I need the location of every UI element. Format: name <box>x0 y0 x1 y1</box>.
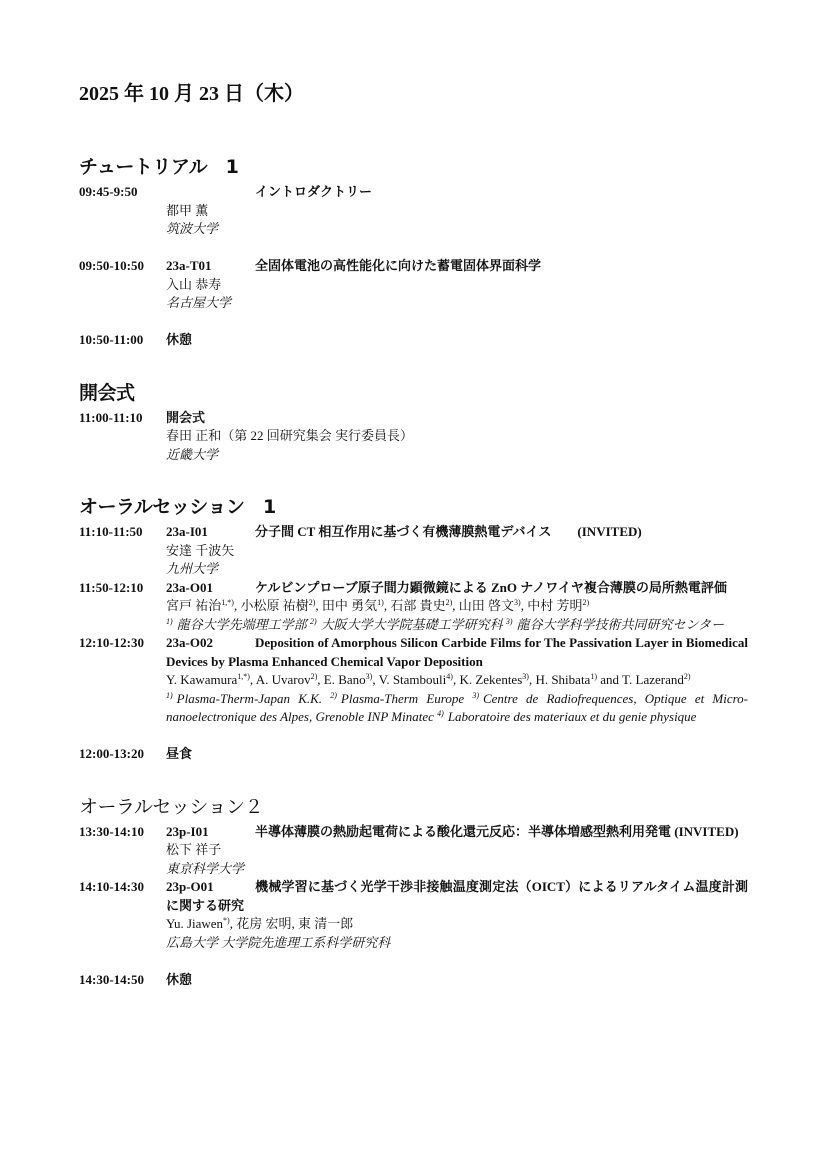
talk-title <box>166 971 748 990</box>
talk-row <box>79 579 748 635</box>
affiliation-list <box>166 860 748 879</box>
author-separator: , <box>528 672 536 687</box>
talk-title-text: 分子間 CT 相互作用に基づく有機薄膜熱電デバイス <box>255 524 552 539</box>
affiliation-mark: 3) <box>472 690 479 700</box>
author-list <box>166 915 748 934</box>
session-heading: オーラルセッション２ <box>79 795 264 818</box>
author-affil-mark: 2) <box>445 598 453 607</box>
talk-title <box>166 745 748 764</box>
author-name: 山田 啓文 <box>458 598 515 613</box>
author-separator: , <box>317 672 324 687</box>
author-affil-mark: 2) <box>582 598 590 607</box>
author-name: 宮戸 祐治 <box>166 598 222 613</box>
author-separator: , <box>291 916 298 931</box>
affiliation-name: Centre de Radiofrequences, Optique et Micro-nanoelectronique des Alpes, Grenoble INP Minatec <box>166 690 748 724</box>
talk-title <box>166 331 748 350</box>
talk-title-text: 休憩 <box>166 332 193 347</box>
author-name: H. Shibata <box>535 672 591 687</box>
author-name: 松下 祥子 <box>166 842 222 857</box>
session-heading: 開会式 <box>79 381 135 404</box>
break-row <box>79 409 748 465</box>
author-affil-mark: 1) <box>377 598 384 607</box>
talk-code: 23a-T01 <box>166 258 212 273</box>
author-list <box>166 671 748 690</box>
author-separator: , <box>452 598 459 613</box>
affiliation-name: 近畿大学 <box>166 446 219 462</box>
talk-title-text: 昼食 <box>166 746 193 761</box>
talk-row <box>79 878 748 952</box>
affiliation-name: Plasma-Therm Europe <box>340 690 465 706</box>
author-separator: , <box>372 672 379 687</box>
talk-code: 23a-O01 <box>166 579 213 595</box>
talk-title-text: 休憩 <box>166 971 193 987</box>
affiliation-list <box>166 560 748 579</box>
author-name: Y. Kawamura <box>166 672 238 687</box>
talk-title-text: 半導体薄膜の熱励起電荷による酸化還元反応：半導体増感型熱利用発電 (INVITED) <box>255 823 739 839</box>
talk-code: 23a-I01 <box>166 524 208 539</box>
talk-title-text: イントロダクトリー <box>255 184 373 199</box>
session-heading: チュートリアル 1 <box>79 156 239 178</box>
author-affil-mark: 3) <box>522 672 529 681</box>
talk-title <box>166 409 748 428</box>
author-name: E. Bano <box>323 672 366 687</box>
author-affil-mark: 3) <box>514 598 521 607</box>
talk-title-text: Deposition of Amorphous Silicon Carbide Films for The Passivation Layer in Biomedical Devices by Plasma Enhanced Chemical Vapor Deposition <box>166 635 748 669</box>
talk-title-text: ケルビンプローブ原子間力顕微鏡による ZnO ナノワイヤ複合薄膜の局所熱電評価 <box>255 579 727 595</box>
talk-title <box>166 579 748 598</box>
author-list <box>166 542 748 561</box>
author-name: 小松原 祐樹 <box>240 598 309 613</box>
author-separator: , <box>229 916 237 931</box>
talk-title <box>166 183 748 202</box>
author-name: 石部 貴史 <box>390 598 446 613</box>
author-name: V. Stambouli <box>378 672 447 687</box>
affiliation-name: Plasma-Therm-Japan K.K. <box>176 690 323 706</box>
session-block <box>79 494 748 764</box>
author-affil-mark: 2) <box>683 672 691 681</box>
author-name: 東 清一郎 <box>297 916 354 931</box>
affiliation-mark: 2) <box>330 690 337 700</box>
author-separator: and <box>597 672 623 687</box>
program-page <box>79 80 748 1019</box>
author-name: T. Lazerand <box>622 672 684 687</box>
author-separator: , <box>520 598 528 613</box>
time-slot: 09:50-10:50 <box>79 258 144 273</box>
talk-title-text: 全固体電池の高性能化に向けた蓄電固体界面科学 <box>255 258 542 273</box>
time-slot: 09:45-9:50 <box>79 184 138 199</box>
affiliation-mark: 1) <box>166 616 173 626</box>
time-slot: 10:50-11:00 <box>79 332 144 347</box>
talk-title <box>166 523 748 542</box>
program-date: 2025 年 10 月 23 日（木） <box>79 83 304 105</box>
session-block <box>79 380 748 465</box>
affiliation-list <box>166 616 748 635</box>
affiliation-name: Laboratoire des materiaux et du genie physique <box>447 709 697 724</box>
talk-title <box>166 634 748 671</box>
author-name: 都甲 薫 <box>166 202 209 218</box>
talk-row <box>79 634 748 727</box>
talk-title <box>166 257 748 276</box>
invited-label: (INVITED) <box>577 524 642 539</box>
author-affil-mark: 1,*) <box>237 672 250 681</box>
affiliation-list <box>166 690 748 727</box>
affiliation-list <box>166 446 748 465</box>
affiliation-name: 龍谷大学科学技術共同研究センター <box>516 616 725 632</box>
time-slot: 11:50-12:10 <box>79 579 144 595</box>
affiliation-mark: 3) <box>505 616 513 626</box>
affiliation-mark: 4) <box>437 709 444 718</box>
author-name: 中村 芳明 <box>527 598 583 613</box>
author-separator: , <box>315 598 322 613</box>
session-heading: オーラルセッション 1 <box>79 496 276 518</box>
talk-title-text: 機械学習に基づく光学干渉非接触温度測定法（OICT）によるリアルタイム温度計測に関する研究 <box>166 879 748 913</box>
author-list <box>166 597 748 616</box>
author-name: K. Zekentes <box>459 672 523 687</box>
affiliation-mark: 2) <box>309 616 317 626</box>
time-slot: 12:10-12:30 <box>79 635 144 650</box>
break-row <box>79 971 748 990</box>
time-slot: 14:30-14:50 <box>79 971 144 987</box>
author-name: 入山 恭寿 <box>166 276 222 292</box>
author-name: 田中 勇気 <box>321 598 378 613</box>
break-row <box>79 745 748 764</box>
author-separator: , <box>383 598 391 613</box>
affiliation-name: 名古屋大学 <box>166 295 232 310</box>
time-slot: 11:10-11:50 <box>79 524 143 539</box>
author-list <box>166 202 748 221</box>
affiliation-name: 東京科学大学 <box>166 860 245 876</box>
talk-row <box>79 183 748 239</box>
time-slot: 14:10-14:30 <box>79 879 144 894</box>
author-name: 安達 千波矢 <box>166 542 235 558</box>
author-affil-mark: 3) <box>365 672 373 681</box>
author-separator: , <box>233 598 241 613</box>
talk-code: 23a-O02 <box>166 635 213 650</box>
author-separator: , <box>452 672 460 687</box>
session-block <box>79 794 748 990</box>
time-slot: 11:00-11:10 <box>79 409 143 425</box>
author-name: 春田 正和（第 22 回研究集会 実行委員長） <box>166 428 414 443</box>
affiliation-name: 広島大学 大学院先進理工系科学研究科 <box>166 934 391 950</box>
author-affil-mark: 2) <box>308 598 316 607</box>
talk-title-text: 開会式 <box>166 409 206 425</box>
sessions-list <box>79 154 748 989</box>
break-row <box>79 331 748 350</box>
talk-title <box>166 823 748 842</box>
author-name: Yu. Jiawen <box>166 916 224 931</box>
talk-row <box>79 257 748 313</box>
affiliation-list <box>166 934 748 953</box>
author-affil-mark: 4) <box>446 672 453 681</box>
talk-code: 23p-O01 <box>166 879 214 894</box>
affiliation-name: 大阪大学大学院基礎工学研究科 <box>320 616 503 632</box>
affiliation-list <box>166 220 748 239</box>
talk-code: 23p-I01 <box>166 823 209 839</box>
author-affil-mark: *) <box>223 916 230 925</box>
author-affil-mark: 1) <box>590 672 597 681</box>
affiliation-name: 龍谷大学先端理工学部 <box>176 616 307 632</box>
time-slot: 12:00-13:20 <box>79 746 144 761</box>
talk-row <box>79 823 748 879</box>
author-name: 花房 宏明 <box>236 916 292 931</box>
time-slot: 13:30-14:10 <box>79 823 144 839</box>
author-list <box>166 841 748 860</box>
affiliation-mark: 1) <box>166 690 173 700</box>
talk-title <box>166 878 748 915</box>
talk-row <box>79 523 748 579</box>
affiliation-name: 九州大学 <box>166 561 219 576</box>
author-affil-mark: 2) <box>310 672 318 681</box>
author-list <box>166 427 748 446</box>
affiliation-list <box>166 294 748 313</box>
author-name: A. Uvarov <box>255 672 311 687</box>
author-separator: , <box>249 672 256 687</box>
author-list <box>166 276 748 295</box>
session-block <box>79 154 748 350</box>
affiliation-name: 筑波大学 <box>166 221 219 236</box>
author-affil-mark: 1,*) <box>221 598 234 607</box>
